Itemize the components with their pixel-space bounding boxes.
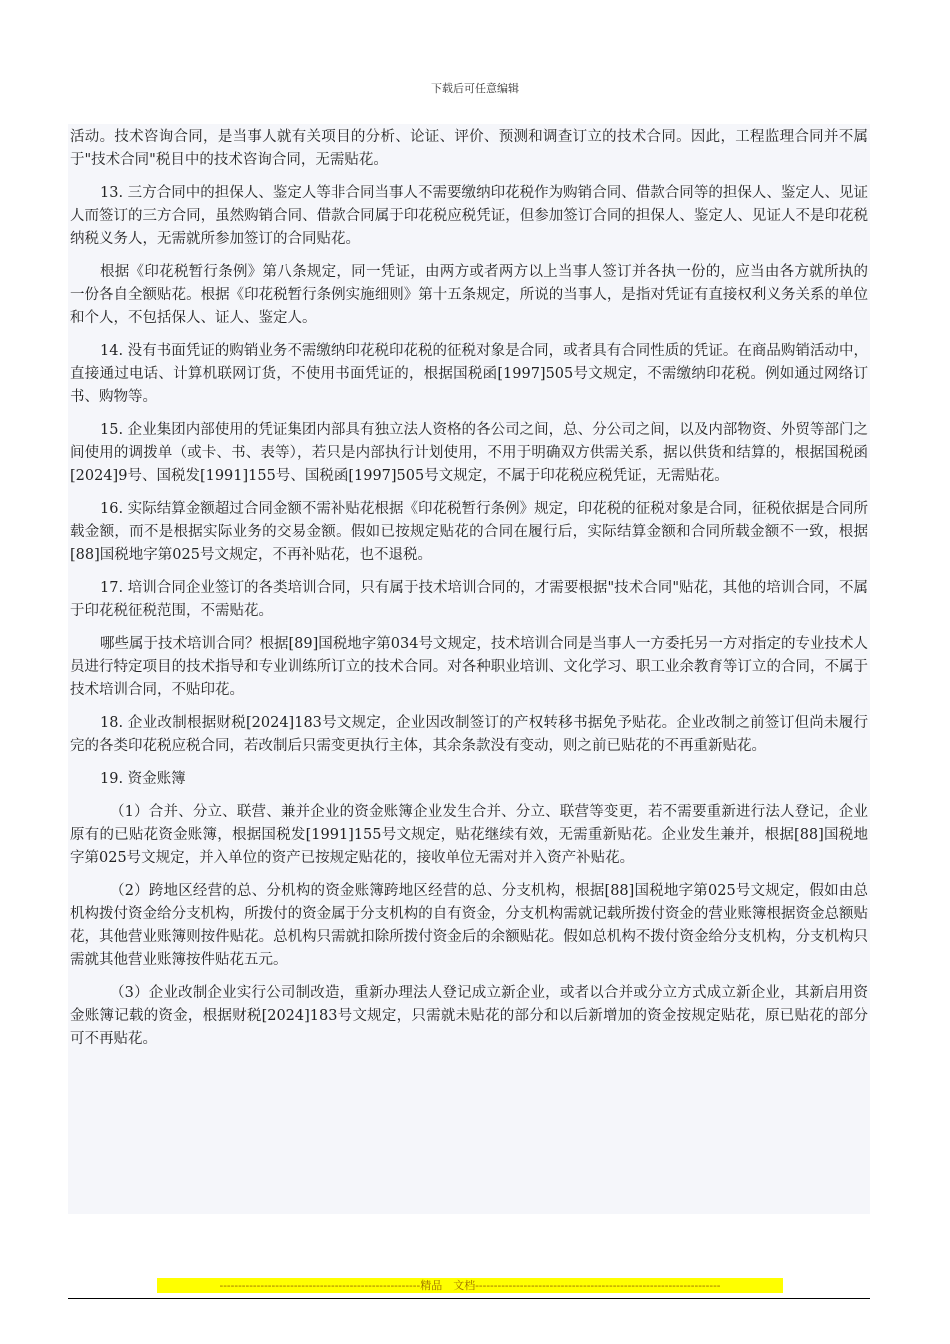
paragraph-item-17: 17. 培训合同企业签订的各类培训合同，只有属于技术培训合同的，才需要根据"技术合同"贴花，其他的培训合同，不属于印花税征税范围，不需贴花。 <box>70 580 868 619</box>
paragraph-item-19-2: （2）跨地区经营的总、分机构的资金账簿跨地区经营的总、分支机构，根据[88]国税地字第025号文规定，假如由总机构拨付资金给分支机构，所拨付的资金属于分支机构的自有资金，分支机构需就记载所拨付资金的营业账簿根据资金总额贴花，其他营业账簿则按件贴花。总机构只需就扣除所拨付资金后的余额贴花。假如总机构不拨付资金给分支机构，分支机构只需就其他营业账簿按件贴花五元。 <box>70 883 868 968</box>
footer-banner: ------------------------------------------------------精品 文档------------------------------------------------------------------ <box>157 1278 783 1293</box>
page-header: 下载后可任意编辑 <box>431 82 519 95</box>
document-body <box>68 124 870 1214</box>
paragraph-item-15: 15. 企业集团内部使用的凭证集团内部具有独立法人资格的各公司之间，总、分公司之间，以及内部物资、外贸等部门之间使用的调拨单（或卡、书、表等），若只是内部执行计划使用，不用于明确双方供需关系，据以供货和结算的，根据国税函[2024]9号、国税发[1991]155号、国税函[1997]505号文规定，不属于印花税应税凭证，无需贴花。 <box>70 422 868 484</box>
footer-divider <box>68 1298 870 1299</box>
paragraph-item-17-detail: 哪些属于技术培训合同？根据[89]国税地字第034号文规定，技术培训合同是当事人一方委托另一方对指定的专业技术人员进行特定项目的技术指导和专业训练所订立的技术合同。对各种职业培训、文化学习、职工业余教育等订立的合同，不属于技术培训合同，不贴印花。 <box>70 636 868 698</box>
paragraph-item-19-1: （1）合并、分立、联营、兼并企业的资金账簿企业发生合并、分立、联营等变更，若不需要重新进行法人登记，企业原有的已贴花资金账簿，根据国税发[1991]155号文规定，贴花继续有效，无需重新贴花。企业发生兼并，根据[88]国税地字第025号文规定，并入单位的资产已按规定贴花的，接收单位无需对并入资产补贴花。 <box>70 804 868 866</box>
paragraph-item-13-detail: 根据《印花税暂行条例》第八条规定，同一凭证，由两方或者两方以上当事人签订并各执一份的，应当由各方就所执的一份各自全额贴花。根据《印花税暂行条例实施细则》第十五条规定，所说的当事人，是指对凭证有直接权利义务关系的单位和个人，不包括保人、证人、鉴定人。 <box>70 264 868 326</box>
paragraph-item-16: 16. 实际结算金额超过合同金额不需补贴花根据《印花税暂行条例》规定，印花税的征税对象是合同，征税依据是合同所载金额，而不是根据实际业务的交易金额。假如已按规定贴花的合同在履行后，实际结算金额和合同所载金额不一致，根据[88]国税地字第025号文规定，不再补贴花，也不退税。 <box>70 501 868 563</box>
paragraph-item-14: 14. 没有书面凭证的购销业务不需缴纳印花税印花税的征税对象是合同，或者具有合同性质的凭证。在商品购销活动中，直接通过电话、计算机联网订货，不使用书面凭证的，根据国税函[1997]505号文规定，不需缴纳印花税。例如通过网络订书、购物等。 <box>70 343 868 405</box>
paragraph-item-18: 18. 企业改制根据财税[2024]183号文规定，企业因改制签订的产权转移书据免予贴花。企业改制之前签订但尚未履行完的各类印花税应税合同，若改制后只需变更执行主体，其余条款没有变动，则之前已贴花的不再重新贴花。 <box>70 715 868 754</box>
paragraph-item-19-heading: 19. 资金账簿 <box>100 771 186 787</box>
paragraph-item-19-3: （3）企业改制企业实行公司制改造，重新办理法人登记成立新企业，或者以合并或分立方式成立新企业，其新启用资金账簿记载的资金，根据财税[2024]183号文规定，只需就未贴花的部分和以后新增加的资金按规定贴花，原已贴花的部分可不再贴花。 <box>70 985 868 1047</box>
paragraph-continuation: 活动。技术咨询合同，是当事人就有关项目的分析、论证、评价、预测和调查订立的技术合同。因此，工程监理合同并不属于"技术合同"税目中的技术咨询合同，无需贴花。 <box>70 129 868 168</box>
paragraph-item-13: 13. 三方合同中的担保人、鉴定人等非合同当事人不需要缴纳印花税作为购销合同、借款合同等的担保人、鉴定人、见证人而签订的三方合同，虽然购销合同、借款合同属于印花税应税凭证，但参加签订合同的担保人、鉴定人、见证人不是印花税纳税义务人，无需就所参加签订的合同贴花。 <box>70 185 868 247</box>
